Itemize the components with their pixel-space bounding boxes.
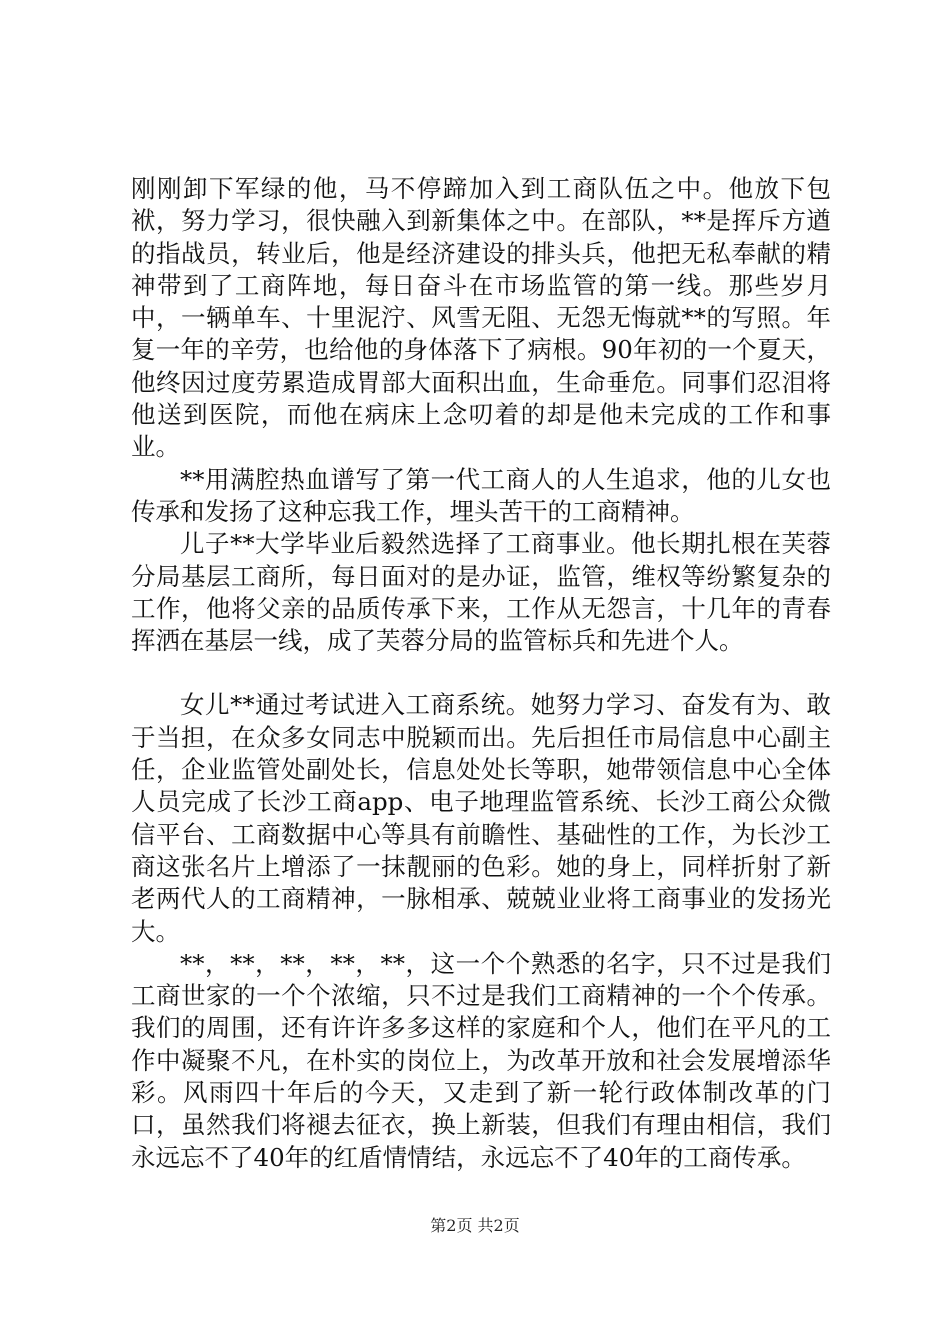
paragraph-2: **用满腔热血谱写了第一代工商人的人生追求，他的儿女也传承和发扬了这种忘我工作，埋头苦干的工商精神。: [131, 464, 831, 526]
paragraph-4: 女儿**通过考试进入工商系统。她努力学习、奋发有为、敢于当担，在众多女同志中脱颖而出。先后担任市局信息中心副主任，企业监管处副处长，信息处处长等职，她带领信息中心全体人员完成了长沙工商app、电子地理监管系统、长沙工商公众微信平台、工商数据中心等具有前瞻性、基础性的工作，为长沙工商这张名片上增添了一抹靓丽的色彩。她的身上，同样折射了新老两代人的工商精神，一脉相承、兢兢业业将工商事业的发扬光大。: [131, 690, 831, 946]
paragraph-3: 儿子**大学毕业后毅然选择了工商事业。他长期扎根在芙蓉分局基层工商所，每日面对的是办证，监管，维权等纷繁复杂的工作，他将父亲的品质传承下来，工作从无怨言，十几年的青春挥洒在基层一线，成了芙蓉分局的监管标兵和先进个人。: [131, 529, 831, 656]
paragraph-1: 刚刚卸下军绿的他，马不停蹄加入到工商队伍之中。他放下包袱，努力学习，很快融入到新集体之中。在部队，**是挥斥方遒的指战员，转业后，他是经济建设的排头兵，他把无私奉献的精神带到了工商阵地，每日奋斗在市场监管的第一线。那些岁月中，一辆单车、十里泥泞、风雪无阻、无怨无悔就**的写照。年复一年的辛劳，也给他的身体落下了病根。90年初的一个夏天，他终因过度劳累造成胃部大面积出血，生命垂危。同事们忍泪将他送到医院，而他在病床上念叨着的却是他未完成的工作和事业。: [131, 174, 831, 462]
document-body: [131, 173, 831, 1174]
page-number-footer: 第2页 共2页: [430, 1216, 520, 1235]
paragraph-5: **，**，**，**，**，这一个个熟悉的名字，只不过是我们工商世家的一个个浓缩，只不过是我们工商精神的一个个传承。我们的周围，还有许许多多这样的家庭和个人，他们在平凡的工作中凝聚不凡，在朴实的岗位上，为改革开放和社会发展增添华彩。风雨四十年后的今天，又走到了新一轮行政体制改革的门口，虽然我们将褪去征衣，换上新装，但我们有理由相信，我们永远忘不了40年的红盾情情结，永远忘不了40年的工商传承。: [131, 948, 831, 1172]
